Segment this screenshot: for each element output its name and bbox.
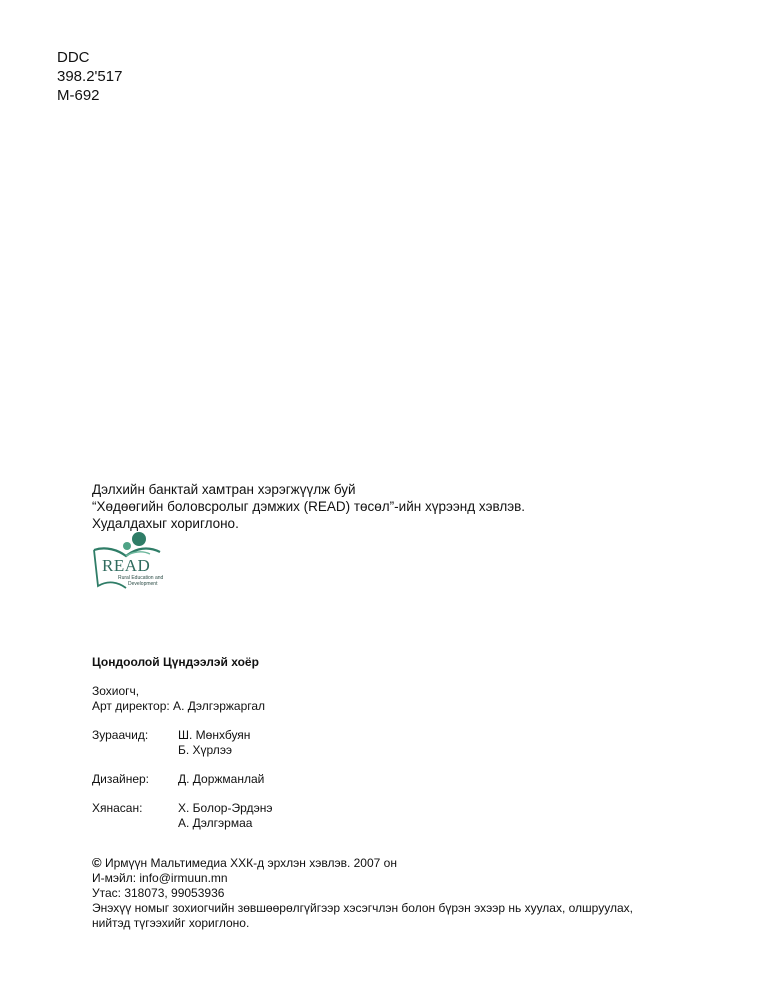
copyright-icon: ©	[92, 855, 102, 870]
illustrator-name: Б. Хүрлээ	[178, 743, 233, 757]
copyright-line	[92, 855, 633, 871]
ddc-label: DDC	[57, 49, 90, 66]
logo-circle-small	[123, 542, 131, 550]
ddc-number: 398.2'517	[57, 68, 123, 85]
book-title: Цондоолой Цүндээлэй хоёр	[92, 655, 259, 669]
illustrator-name: Ш. Мөнхбуян	[178, 728, 251, 742]
sponsor-statement	[92, 481, 525, 532]
illustrators-list	[178, 728, 250, 758]
logo-subtitle-line-1: Rural Education and	[118, 575, 164, 581]
editors-list	[178, 801, 272, 831]
ddc-code: M-692	[57, 87, 100, 104]
designer-name: Д. Доржманлай	[178, 772, 265, 786]
editor-name: Х. Болор-Эрдэнэ	[178, 801, 273, 815]
phone-line: Утас: 318073, 99053936	[92, 886, 225, 900]
publisher-footer	[92, 855, 633, 931]
email-line: И-мэйл: info@irmuun.mn	[92, 871, 228, 885]
illustrators-label: Зураачид:	[92, 728, 149, 742]
rights-line-2: нийтэд түгээхийг хориглоно.	[92, 916, 250, 930]
editor-name: А. Дэлгэрмаа	[178, 816, 253, 830]
sponsor-line-3: Худалдахыг хориглоно.	[92, 516, 239, 531]
designer-label: Дизайнер:	[92, 772, 150, 786]
sponsor-line-2: “Хөдөөгийн боловсролыг дэмжих (READ) төсөл”-ийн хүрээнд хэвлэв.	[92, 499, 526, 514]
credits-block	[92, 655, 272, 831]
ddc-classification	[57, 48, 122, 105]
logo-circle-large	[132, 532, 146, 546]
logo-wordmark: READ	[102, 556, 151, 575]
rights-line-1: Энэхүү номыг зохиогчийн зөвшөөрөлгүйгээр хэсэгчлэн болон бүрэн эхээр нь хуулах, олшруулах,	[92, 901, 633, 915]
logo-subtitle-line-2: Development	[128, 581, 158, 587]
editors-row	[92, 801, 272, 831]
logo-subtitle	[118, 575, 163, 587]
designer-row	[92, 772, 272, 787]
read-logo	[92, 530, 164, 592]
illustrators-row	[92, 728, 272, 758]
author-label: Зохиогч,	[92, 684, 140, 698]
sponsor-line-1: Дэлхийн банктай хамтран хэрэгжүүлж буй	[92, 482, 356, 497]
editors-label: Хянасан:	[92, 801, 143, 815]
art-director: Арт директор: А. Дэлгэржаргал	[92, 699, 266, 713]
copyright-text: Ирмүүн Мальтимедиа ХХК-д эрхлэн хэвлэв. 2007 он	[104, 856, 397, 870]
designer-list	[178, 772, 264, 787]
